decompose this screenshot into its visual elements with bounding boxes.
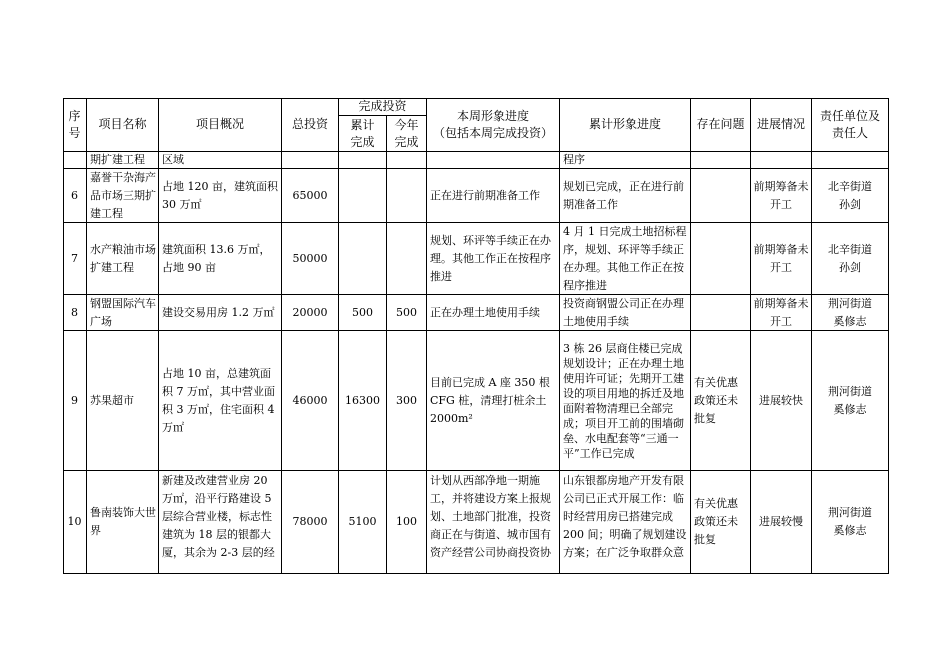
row-cum: 5100 — [339, 471, 387, 574]
cont-name: 期扩建工程 — [87, 152, 159, 169]
row-responsible: 荆河街道 奚修志 — [812, 331, 889, 471]
row-responsible: 北辛街道 孙剑 — [812, 169, 889, 223]
header-this-year-done: 今年 完成 — [387, 116, 427, 152]
row-cum — [339, 169, 387, 223]
header-cumulative-progress: 累计形象进度 — [560, 98, 691, 152]
row-status: 前期筹备未开工 — [751, 169, 812, 223]
row-seq: 9 — [63, 331, 87, 471]
header-overview: 项目概况 — [159, 98, 282, 152]
row-name: 苏果超市 — [87, 331, 159, 471]
cont-overview: 区域 — [159, 152, 282, 169]
row-week: 计划从西部净地一期施工，并将建设方案上报规划、土地部门批准，投资商正在与街道、城市国有资产经营公司协商投资协 — [427, 471, 560, 574]
row-year — [387, 223, 427, 295]
row-name: 钢盟国际汽车广场 — [87, 295, 159, 331]
project-progress-table — [63, 98, 889, 574]
row-cumprog: 山东银都房地产开发有限公司已正式开展工作：临时经营用房已搭建完成 200 间；明确了规划建设方案；在广泛争取群众意 — [560, 471, 691, 574]
row-name: 鲁南装饰大世界 — [87, 471, 159, 574]
row-overview: 占地 120 亩，建筑面积 30 万㎡ — [159, 169, 282, 223]
row-issue: 有关优惠政策还未批复 — [691, 471, 751, 574]
row-status: 进展较快 — [751, 331, 812, 471]
row-cumprog: 4 月 1 日完成土地招标程序，规划、环评等手续正在办理。其他工作正在按程序推进 — [560, 223, 691, 295]
row-issue — [691, 169, 751, 223]
header-total-investment: 总投资 — [282, 98, 339, 152]
row-seq: 8 — [63, 295, 87, 331]
header-responsible: 责任单位及 责任人 — [812, 98, 889, 152]
header-seq: 序 号 — [63, 98, 87, 152]
row-total: 20000 — [282, 295, 339, 331]
row-responsible: 荆河街道 奚修志 — [812, 295, 889, 331]
header-status: 进展情况 — [751, 98, 812, 152]
cont-status — [751, 152, 812, 169]
row-week: 正在办理土地使用手续 — [427, 295, 560, 331]
row-issue — [691, 295, 751, 331]
row-year: 300 — [387, 331, 427, 471]
row-overview: 占地 10 亩，总建筑面积 7 万㎡，其中营业面积 3 万㎡，住宅面积 4 万㎡ — [159, 331, 282, 471]
row-overview: 建设交易用房 1.2 万㎡ — [159, 295, 282, 331]
row-issue: 有关优惠政策还未批复 — [691, 331, 751, 471]
cont-cum — [339, 152, 387, 169]
row-cumprog: 投资商钢盟公司正在办理土地使用手续 — [560, 295, 691, 331]
row-name: 水产粮油市场扩建工程 — [87, 223, 159, 295]
row-total: 46000 — [282, 331, 339, 471]
row-cum: 16300 — [339, 331, 387, 471]
cont-cumprog: 程序 — [560, 152, 691, 169]
row-name: 嘉誉干杂海产品市场三期扩建工程 — [87, 169, 159, 223]
row-status: 前期筹备未开工 — [751, 223, 812, 295]
header-completed-investment: 完成投资 — [339, 98, 427, 116]
row-total: 65000 — [282, 169, 339, 223]
cont-seq — [63, 152, 87, 169]
cont-issue — [691, 152, 751, 169]
row-cumprog: 规划已完成，正在进行前期准备工作 — [560, 169, 691, 223]
header-weekly-progress: 本周形象进度 （包括本周完成投资） — [427, 98, 560, 152]
row-total: 78000 — [282, 471, 339, 574]
row-status: 进展较慢 — [751, 471, 812, 574]
row-overview: 新建及改建营业房 20 万㎡，沿平行路建设 5 层综合营业楼，标志性建筑为 18 层的银都大厦，其余为 2-3 层的经 — [159, 471, 282, 574]
row-issue — [691, 223, 751, 295]
row-seq: 10 — [63, 471, 87, 574]
row-seq: 7 — [63, 223, 87, 295]
row-responsible: 荆河街道 奚修志 — [812, 471, 889, 574]
row-week: 目前已完成 A 座 350 根 CFG 桩，清理打桩余土 2000m² — [427, 331, 560, 471]
row-status: 前期筹备未开工 — [751, 295, 812, 331]
row-week: 正在进行前期准备工作 — [427, 169, 560, 223]
row-seq: 6 — [63, 169, 87, 223]
row-year: 500 — [387, 295, 427, 331]
row-total: 50000 — [282, 223, 339, 295]
row-year — [387, 169, 427, 223]
header-project-name: 项目名称 — [87, 98, 159, 152]
row-cumprog: 3 栋 26 层商住楼已完成规划设计；正在办理土地使用许可证；先期开工建设的项目用地的拆迁及地面附着物清理已全部完成；项目开工前的围墙砌垒、水电配套等“三通一平”工作已完成 — [560, 331, 691, 471]
header-issues: 存在问题 — [691, 98, 751, 152]
cont-total — [282, 152, 339, 169]
row-cum — [339, 223, 387, 295]
row-responsible: 北辛街道 孙剑 — [812, 223, 889, 295]
cont-year — [387, 152, 427, 169]
row-cum: 500 — [339, 295, 387, 331]
header-cumulative-done: 累计 完成 — [339, 116, 387, 152]
row-overview: 建筑面积 13.6 万㎡，占地 90 亩 — [159, 223, 282, 295]
row-week: 规划、环评等手续正在办理。其他工作正在按程序推进 — [427, 223, 560, 295]
cont-resp — [812, 152, 889, 169]
row-year: 100 — [387, 471, 427, 574]
cont-week — [427, 152, 560, 169]
